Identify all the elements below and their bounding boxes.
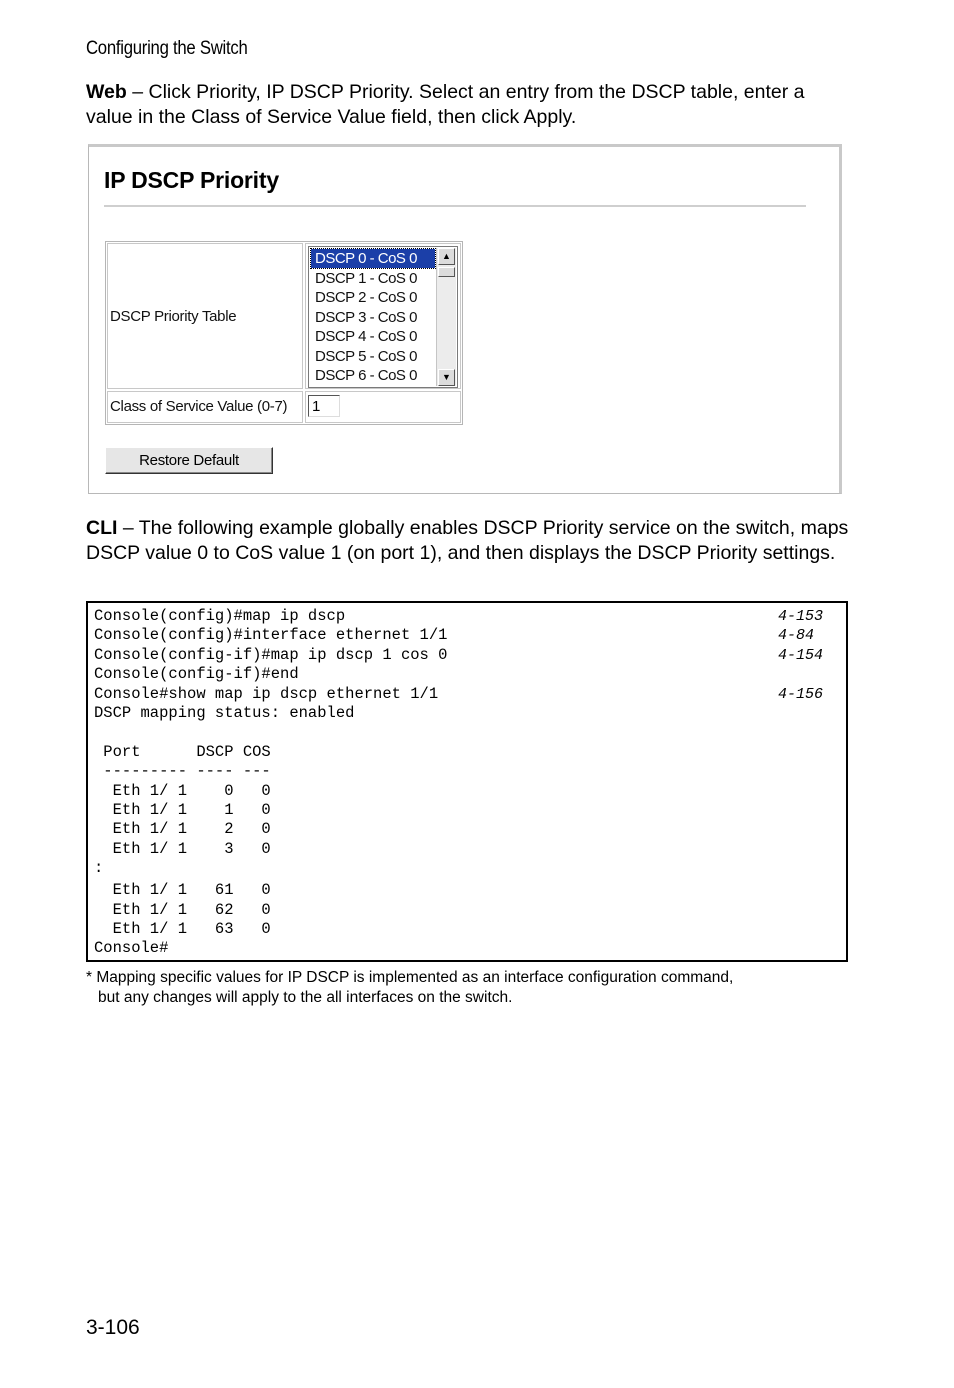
dscp-list-option[interactable]: DSCP 4 - CoS 0 [315,328,417,345]
dscp-list-option[interactable]: DSCP 0 - CoS 0 [311,249,435,268]
cli-line: Eth 1/ 1 1 0 [94,801,271,819]
cli-line: Eth 1/ 1 3 0 [94,839,271,858]
dscp-form-table [105,241,463,425]
cli-page-reference: 4-156 [778,685,824,703]
cli-line: DSCP mapping status: enabled [94,704,355,722]
scroll-up-arrow-icon[interactable]: ▲ [438,248,455,265]
cli-line: Console(config)#interface ethernet 1/1 [94,626,448,645]
cos-input-cell [305,391,461,423]
table-label-cell [107,243,303,389]
cli-instructions [86,516,856,566]
dscp-list-option[interactable]: DSCP 2 - CoS 0 [315,289,417,306]
cos-label-cell [107,391,303,423]
footnote-line-2: but any changes will apply to the all interfaces on the switch. [98,989,513,1006]
cli-line: Eth 1/ 1 63 0 [94,920,271,938]
dscp-list-option[interactable]: DSCP 6 - CoS 0 [315,367,417,384]
cli-line: : [94,859,104,878]
scroll-down-arrow-icon[interactable]: ▼ [438,369,455,386]
cli-line: Console(config-if)#end [94,665,299,684]
cli-line: Console(config-if)#map ip dscp 1 cos 0 [94,645,448,664]
class-of-service-label: Class of Service Value (0-7) [110,398,288,415]
cli-page-reference: 4-84 [778,627,815,645]
cli-line: Eth 1/ 1 62 0 [94,900,271,919]
footnote-line-1: * Mapping specific values for IP DSCP is implemented as an interface configuration command, [86,969,734,986]
cli-page-reference: 4-154 [778,646,824,664]
cli-line: Eth 1/ 1 0 0 [94,781,271,800]
dscp-list-option[interactable]: DSCP 3 - CoS 0 [315,308,417,326]
running-head: Configuring the Switch [86,38,248,59]
cli-line: Console# [94,939,169,958]
web-text: – Click Priority, IP DSCP Priority. Select an entry from the DSCP table, enter a value in the Class of Service Value field, then click Apply. [86,81,805,128]
cli-line: Console(config)#map ip dscp [94,607,346,625]
table-list-cell [305,243,461,389]
cli-line: Eth 1/ 1 2 0 [94,820,271,839]
title-divider [104,205,806,207]
cli-line: Port DSCP COS [94,742,271,761]
cli-line: Eth 1/ 1 61 0 [94,881,271,900]
scrollbar-thumb[interactable] [438,267,455,277]
web-lead: Web [86,81,127,103]
page-number: 3-106 [86,1316,140,1339]
cli-line: Console#show map ip dscp ethernet 1/1 [94,684,439,703]
cli-text: – The following example globally enables DSCP Priority service on the switch, maps DSCP value 0 to CoS value 1 (on port 1), and then displays the DSCP Priority settings. [86,517,849,564]
dscp-list-option[interactable]: DSCP 5 - CoS 0 [315,347,417,365]
ip-dscp-priority-screenshot [88,144,842,494]
cli-lead: CLI [86,517,118,539]
cli-page-reference: 4-153 [778,608,824,625]
dscp-list-option[interactable]: DSCP 1 - CoS 0 [315,269,417,287]
figure-title: IP DSCP Priority [104,167,279,193]
cli-example-box [86,601,848,962]
footnote [86,968,846,1008]
dscp-priority-listbox[interactable] [308,246,458,388]
web-instructions [86,80,856,130]
listbox-scrollbar[interactable] [436,248,456,386]
dscp-priority-table-label: DSCP Priority Table [110,308,237,325]
class-of-service-input[interactable] [308,395,340,417]
cli-line: --------- ---- --- [94,762,271,781]
restore-default-button[interactable]: Restore Default [105,447,273,474]
